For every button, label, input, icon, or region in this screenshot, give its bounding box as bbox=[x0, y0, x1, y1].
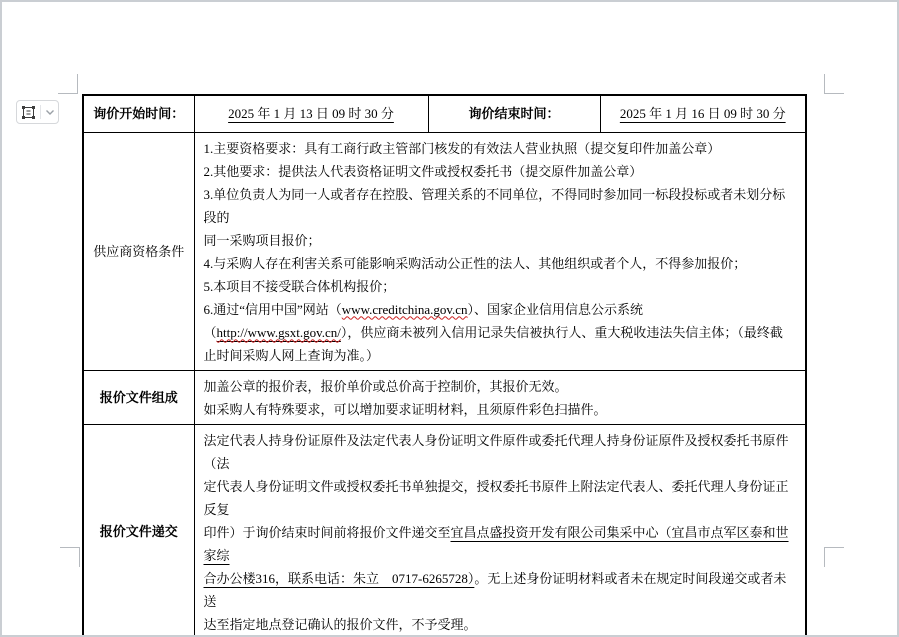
delivery-address-part-1: 宜昌点盛投资开发有限公司集采中心（宜昌市点军区泰和世家综 bbox=[203, 524, 789, 563]
table-row-composition bbox=[83, 370, 806, 424]
composition-line-2: 如采购人有特殊要求，可以增加要求证明材料，且须原件彩色扫描件。 bbox=[203, 401, 607, 417]
qualification-item-5: 5.本项目不接受联合体机构报价； bbox=[203, 278, 396, 294]
table-row-qualification bbox=[83, 132, 806, 370]
submission-line-1: 法定代表人持身份证原件及法定代表人身份证明文件原件或委托代理人持身份证原件及授权委托书原件（法 bbox=[203, 432, 789, 471]
text-boundary-mark-bottom-left bbox=[60, 547, 80, 567]
table-handle-button[interactable] bbox=[16, 100, 59, 124]
composition-line-1: 加盖公章的报价表，报价单价或总价高于控制价，其报价无效。 bbox=[203, 378, 568, 394]
inquiry-notice-table bbox=[82, 94, 807, 637]
creditchina-url: www.creditchina.gov.cn bbox=[341, 301, 468, 317]
table-row-submission bbox=[83, 424, 806, 637]
gsxt-url: http://www.gsxt.gov.cn/ bbox=[216, 324, 341, 340]
qualification-item-2: 2.其他要求：提供法人代表资格证明文件或授权委托书（提交原件加盖公章） bbox=[203, 163, 643, 179]
qualification-item-6-line-2: （http://www.gsxt.gov.cn/），供应商未被列入信用记录失信被执行人、重大税收违法失信主体；（最终截 bbox=[203, 324, 783, 340]
qualification-item-3-line-2: 同一采购项目报价； bbox=[203, 232, 321, 248]
text-boundary-mark-top-right bbox=[824, 74, 844, 94]
qualification-item-1: 1.主要资格要求：具有工商行政主管部门核发的有效法人营业执照（提交复印件加盖公章） bbox=[203, 140, 721, 156]
table-row-times bbox=[83, 95, 806, 132]
text-boundary-mark-bottom-right bbox=[824, 547, 844, 567]
inquiry-start-time-value: 2025 年 1 月 13 日 09 时 30 分 bbox=[194, 95, 428, 132]
submission-line-4: 合办公楼316，联系电话：朱立 0717-6265728）。无上述身份证明材料或者未在规定时间段递交或者未送 bbox=[203, 570, 787, 609]
qualification-content bbox=[194, 132, 806, 370]
submission-line-5: 达至指定地点登记确认的报价文件，不予受理。 bbox=[203, 616, 477, 632]
submission-label: 报价文件递交 bbox=[83, 424, 194, 637]
select-table-icon bbox=[21, 105, 36, 120]
submission-content bbox=[194, 424, 806, 637]
delivery-address-part-2: 合办公楼316，联系电话：朱立 0717-6265728） bbox=[203, 570, 475, 586]
inquiry-end-time-label: 询价结束时间： bbox=[428, 95, 600, 132]
composition-content bbox=[194, 370, 806, 424]
inquiry-end-time-value: 2025 年 1 月 16 日 09 时 30 分 bbox=[600, 95, 806, 132]
text-boundary-mark-top-left bbox=[58, 74, 78, 94]
qualification-label: 供应商资格条件 bbox=[83, 132, 194, 370]
submission-line-2: 定代表人身份证明文件或授权委托书单独提交，授权委托书原件上附法定代表人、委托代理人身份证正反复 bbox=[203, 478, 789, 517]
qualification-item-6-line-1: 6.通过“信用中国”网站（www.creditchina.gov.cn）、国家企业信用信息公示系统 bbox=[203, 301, 644, 317]
qualification-item-4: 4.与采购人存在利害关系可能影响采购活动公正性的法人、其他组织或者个人，不得参加报价； bbox=[203, 255, 747, 271]
qualification-item-3-line-1: 3.单位负责人为同一人或者存在控股、管理关系的不同单位，不得同时参加同一标段投标或者未划分标段的 bbox=[203, 186, 786, 225]
composition-label: 报价文件组成 bbox=[83, 370, 194, 424]
submission-line-3: 印件）于询价结束时间前将报价文件递交至宜昌点盛投资开发有限公司集采中心（宜昌市点军区泰和世家综 bbox=[203, 524, 789, 563]
qualification-item-6-line-3: 止时间采购人网上查询为准。） bbox=[203, 347, 380, 363]
inquiry-start-time-label: 询价开始时间： bbox=[83, 95, 194, 132]
chevron-down-icon[interactable] bbox=[45, 108, 55, 116]
button-divider bbox=[40, 105, 41, 119]
